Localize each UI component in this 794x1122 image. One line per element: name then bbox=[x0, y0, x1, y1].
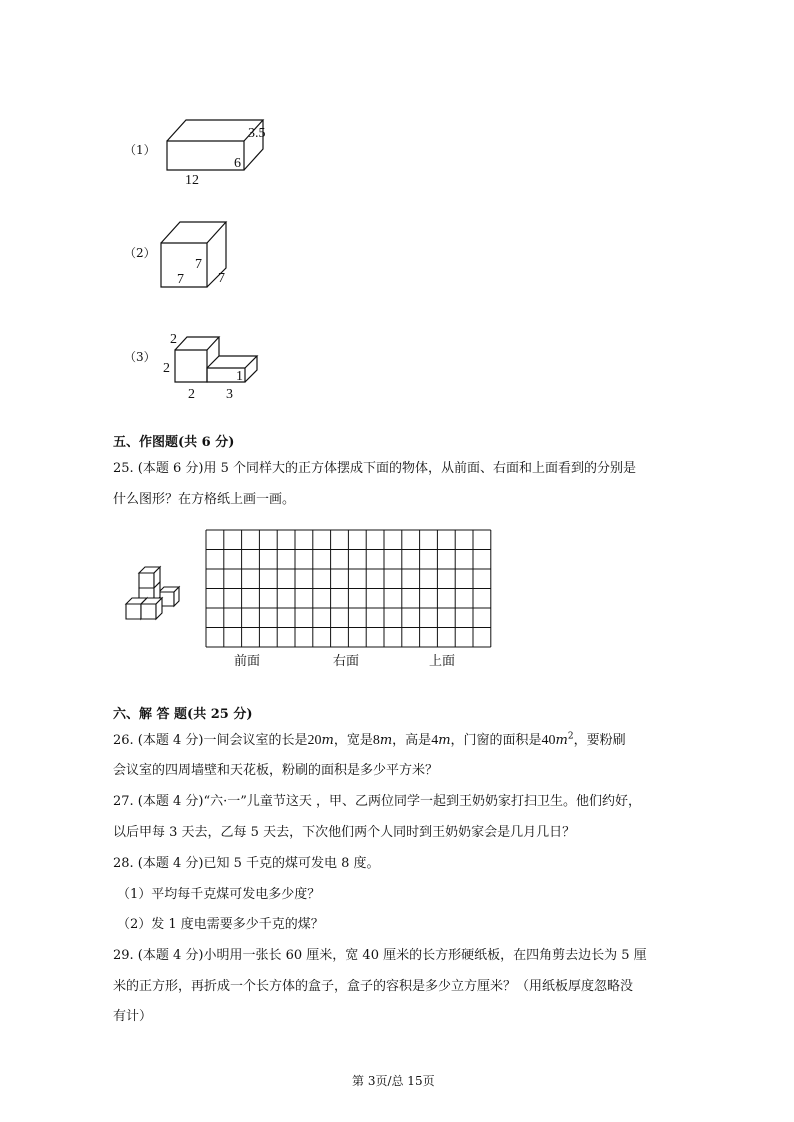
q27-line-2: 以后甲每 3 天去，乙每 5 天去，下次他们两个人同时到王奶奶家会是几月几日？ bbox=[113, 825, 576, 840]
q25-line-2: 什么图形？在方格纸上画一画。 bbox=[113, 492, 296, 507]
figure-3-label: （3） bbox=[124, 350, 156, 364]
fig3-dim-bottom-left: 2 bbox=[188, 387, 195, 402]
q29-line-2: 米的正方形，再折成一个长方体的盒子，盒子的容积是多少立方厘米？（用纸板厚度忽略没 bbox=[113, 979, 634, 994]
q26-line-1: 26. (本题 4 分)一间会议室的长是20m，宽是8m，高是4m，门窗的面积是$40m^2$，要粉刷 bbox=[113, 731, 626, 748]
composite-figure-3 bbox=[160, 330, 270, 404]
fig3-dim-top: 2 bbox=[170, 332, 177, 347]
cube-figure-2 bbox=[158, 217, 238, 292]
cube-dim-front: 7 bbox=[177, 272, 184, 287]
grid-label-top: 上面 bbox=[429, 654, 456, 669]
figure-1-label: （1） bbox=[124, 143, 156, 157]
fig3-dim-small: 1 bbox=[236, 369, 243, 384]
dim-length: 12 bbox=[185, 173, 199, 188]
dim-width: 6 bbox=[234, 156, 241, 171]
section-5-title: 五、作图题(共 6 分) bbox=[113, 435, 235, 450]
q29-line-1: 29. (本题 4 分)小明用一张长 60 厘米，宽 40 厘米的长方形硬纸板，在四角剪去边长为 5 厘 bbox=[113, 948, 647, 963]
q28-sub-2: （2）发 1 度电需要多少千克的煤？ bbox=[117, 917, 324, 932]
q29-line-3: 有计） bbox=[113, 1009, 153, 1024]
cube-dim-side: 7 bbox=[218, 271, 225, 286]
cube-stack-drawing bbox=[122, 565, 186, 625]
q26-line-2: 会议室的四周墙壁和天花板，粉刷的面积是多少平方米？ bbox=[113, 763, 439, 778]
grid-label-front: 前面 bbox=[234, 654, 261, 669]
q25-line-1: 25. (本题 6 分)用 5 个同样大的正方体摆成下面的物体，从前面、右面和上面看到的分别是 bbox=[113, 461, 637, 476]
cuboid-figure-1 bbox=[160, 112, 280, 190]
figure-2-label: （2） bbox=[124, 246, 156, 260]
section-6-title: 六、解 答 题(共 25 分) bbox=[113, 707, 253, 722]
grid-label-right: 右面 bbox=[333, 654, 360, 669]
fig3-dim-bottom-right: 3 bbox=[226, 387, 233, 402]
cube-dim-depth: 7 bbox=[195, 257, 202, 272]
q28-line-1: 28. (本题 4 分)已知 5 千克的煤可发电 8 度。 bbox=[113, 856, 380, 871]
fig3-dim-left: 2 bbox=[163, 361, 170, 376]
q27-line-1: 27. (本题 4 分)“六·一”儿童节这天 ，甲、乙两位同学一起到王奶奶家打扫卫生。他们约好， bbox=[113, 794, 642, 809]
q28-sub-1: （1）平均每千克煤可发电多少度？ bbox=[117, 887, 321, 902]
page-number: 第 3页/总 15页 bbox=[352, 1074, 435, 1088]
dim-height: 3.5 bbox=[248, 126, 266, 141]
grid-paper[interactable] bbox=[205, 529, 492, 648]
